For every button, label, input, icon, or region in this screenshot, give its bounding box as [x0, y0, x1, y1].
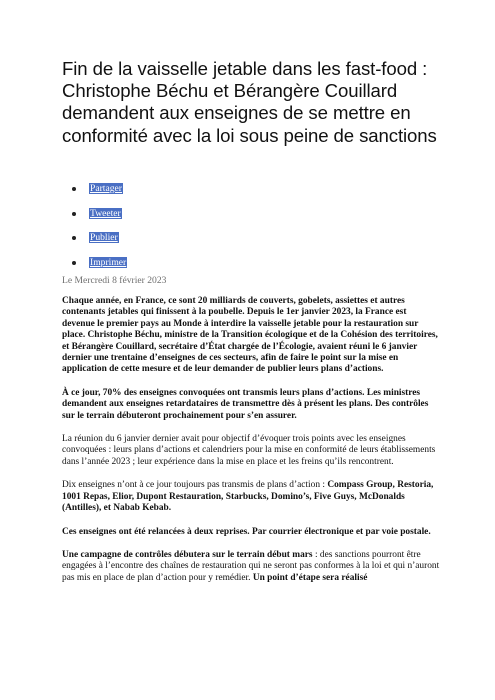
- share-links-list: [62, 183, 127, 281]
- share-item-publier: [62, 232, 127, 257]
- enseignes-list-text: Compass Group, Restoria, 1001 Repas, Elior, Dupont Restauration, Starbucks, Domino’s, Five Guys, McDonalds (Antilles), et Nabab Kebab.: [62, 480, 434, 514]
- share-link-partager[interactable]: Partager: [90, 183, 122, 194]
- article-title: Fin de la vaisselle jetable dans les fast-food : Christophe Béchu et Bérangère Couillard demandent aux enseignes de se mettre en conformité avec la loi sous peine de sanctions: [62, 58, 437, 146]
- share-link-imprimer[interactable]: Imprimer: [90, 256, 127, 268]
- share-link-tweeter[interactable]: Tweeter: [90, 207, 121, 219]
- paragraph-intro: Chaque année, en France, ce sont 20 milliards de couverts, gobelets, assiettes et autres contenants jetables qui finissent à la poubelle. Depuis le 1er janvier 2023, la France est devenue le premier pays au Monde à interdire la vaisselle jetable pour la restauration sur place. Christophe Béchu, ministre de la Transition écologique et de la Cohésion des territoires, et Bérangère Couillard, secrétaire d’État chargée de l’Écologie, avaient réuni le 6 janvier dernier une trentaine d’enseignes de ces secteurs, afin de faire le point sur la mise en application de cette mesure et de leur demander de publier leurs plans d’actions.: [62, 296, 438, 375]
- paragraph-enseignes: [62, 480, 440, 514]
- article-body: [62, 296, 440, 596]
- controles-lead-text: Une campagne de contrôles débutera sur le terrain début mars: [62, 549, 313, 560]
- controles-tail-text: Un point d’étape sera réalisé: [252, 572, 368, 583]
- paragraph-controles: [62, 550, 440, 584]
- share-item-tweeter: [62, 208, 127, 233]
- paragraph-meeting: La réunion du 6 janvier dernier avait pour objectif d’évoquer trois points avec les enseignes convoquées : leurs plans d’actions et calendriers pour la mise en conformité de leurs établissements dans l’année 2023 ; leur expérience dans la mise en place et les freins qu’ils rencontrent.: [62, 434, 436, 467]
- publication-date: Le Mercredi 8 février 2023: [62, 275, 167, 286]
- paragraph-status: À ce jour, 70% des enseignes convoquées ont transmis leurs plans d’actions. Les ministres demandent aux enseignes retardataires de transmettre dès à présent les plans. Des contrôles sur le terrain débuteront prochainement pour s’en assurer.: [62, 387, 429, 421]
- enseignes-lead-text: Dix enseignes n’ont à ce jour toujours pas transmis de plans d’action :: [62, 480, 328, 491]
- share-item-partager: [62, 183, 127, 208]
- share-link-publier[interactable]: Publier: [90, 232, 118, 243]
- controles-body-text: : des sanctions pourront être engagées à l’encontre des chaînes de restauration qui ne seront pas conformes à la loi et qui n’auront pas mis en place de plan d’action pour y remédier.: [62, 549, 440, 583]
- paragraph-relance: Ces enseignes ont été relancées à deux reprises. Par courrier électronique et par voie postale.: [62, 526, 431, 537]
